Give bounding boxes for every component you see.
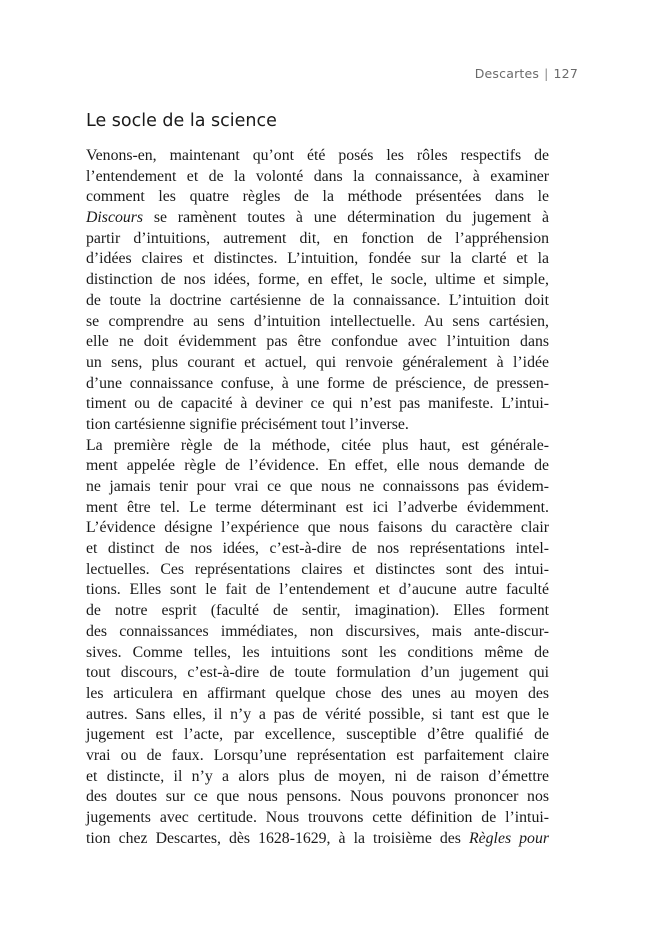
text-run: des doutes sur ce que nous pensons. Nous pouvons prononcer nos — [86, 788, 549, 806]
text-line — [86, 725, 549, 746]
text-line — [86, 622, 549, 643]
text-run: partir d’intuitions, autrement dit, en fonction de l’appréhension — [86, 229, 549, 247]
page-number: 127 — [553, 66, 578, 81]
italic-text: Discours — [86, 209, 144, 227]
text-run: L’évidence désigne l’expérience que nous faisons du caractère clair — [86, 519, 549, 537]
body-text — [86, 146, 549, 849]
text-run: les articulera en affirmant quelque chose des unes au moyen des — [86, 684, 549, 702]
text-line — [86, 187, 549, 208]
running-header — [475, 66, 578, 81]
text-line — [86, 146, 549, 167]
text-run: distinction de nos idées, forme, en effet, le socle, ultime et simple, — [86, 271, 549, 289]
text-line — [86, 394, 549, 415]
text-run: ment appelée règle de l’évidence. En effet, elle nous demande de — [86, 457, 549, 475]
text-line — [86, 498, 549, 519]
text-line — [86, 539, 549, 560]
section-title: Le socle de la science — [86, 111, 277, 131]
text-run: La première règle de la méthode, citée plus haut, est générale- — [86, 436, 549, 454]
text-line — [86, 808, 549, 829]
text-run: tout discours, c’est-à-dire de toute formulation d’un jugement qui — [86, 664, 549, 682]
text-run: tion chez Descartes, dès 1628-1629, à la troisième des — [86, 829, 469, 847]
running-header-separator: | — [544, 66, 549, 81]
text-line — [86, 746, 549, 767]
text-line — [86, 477, 549, 498]
text-run: elle ne doit évidemment pas être confondue avec l’intuition dans — [86, 333, 549, 351]
text-line — [86, 829, 549, 850]
running-header-author: Descartes — [474, 66, 540, 81]
text-line — [86, 580, 549, 601]
text-run: et distinct de nos idées, c’est-à-dire de nos représentations intel- — [86, 540, 549, 558]
text-run: autres. Sans elles, il n’y a pas de vérité possible, si tant est que le — [86, 705, 549, 723]
italic-text: Règles pour — [469, 829, 549, 847]
text-line — [86, 787, 549, 808]
text-run: se ramènent toutes à une détermination du jugement à — [143, 209, 549, 227]
text-run: de notre esprit (faculté de sentir, imagination). Elles forment — [86, 602, 549, 620]
text-run: comment les quatre règles de la méthode présentées dans le — [86, 188, 549, 206]
text-line — [86, 560, 549, 581]
text-run: ne jamais tenir pour vrai ce que nous ne connaissons pas évidem- — [86, 478, 549, 495]
text-run: et distincte, il n’y a alors plus de moyen, ni de raison d’émettre — [86, 767, 549, 785]
text-line — [86, 705, 549, 726]
text-line — [86, 270, 549, 291]
text-run: de toute la doctrine cartésienne de la connaissance. L’intuition doit — [86, 291, 549, 309]
text-line — [86, 415, 549, 436]
text-run: lectuelles. Ces représentations claires et distinctes sont des intui- — [86, 560, 549, 578]
text-line — [86, 601, 549, 622]
text-line — [86, 643, 549, 664]
text-line — [86, 456, 549, 477]
text-line — [86, 167, 549, 188]
text-run: timent ou de capacité à deviner ce qui n’est pas manifeste. L’intui- — [86, 395, 549, 413]
text-run: tion cartésienne signifie précisément tout l’inverse. — [86, 415, 409, 433]
text-line — [86, 436, 549, 457]
text-run: des connaissances immédiates, non discursives, mais ante-discur- — [86, 622, 549, 640]
text-line — [86, 249, 549, 270]
text-line — [86, 312, 549, 333]
text-run: jugements avec certitude. Nous trouvons cette définition de l’intui- — [86, 809, 549, 826]
text-run: se comprendre au sens d’intuition intellectuelle. Au sens cartésien, — [86, 312, 549, 330]
text-line — [86, 663, 549, 684]
text-line — [86, 208, 549, 229]
text-line — [86, 684, 549, 705]
text-line — [86, 229, 549, 250]
text-run: d’idées claires et distinctes. L’intuition, fondée sur la clarté et la — [86, 250, 549, 268]
text-line — [86, 518, 549, 539]
text-line — [86, 767, 549, 788]
text-line — [86, 291, 549, 312]
text-run: un sens, plus courant et actuel, qui renvoie généralement à l’idée — [86, 353, 549, 371]
text-run: sives. Comme telles, les intuitions sont les conditions même de — [86, 643, 549, 661]
text-run: ment être tel. Le terme déterminant est ici l’adverbe évidemment. — [86, 498, 549, 516]
text-run: tions. Elles sont le fait de l’entendement et d’aucune autre faculté — [86, 581, 549, 599]
text-run: vrai ou de faux. Lorsqu’une représentation est parfaitement claire — [86, 746, 549, 764]
paragraph — [86, 146, 549, 436]
text-line — [86, 374, 549, 395]
text-run: d’une connaissance confuse, à une forme de préscience, de pressen- — [86, 374, 549, 392]
text-line — [86, 332, 549, 353]
text-run: jugement est l’acte, par excellence, susceptible d’être qualifié de — [86, 726, 549, 744]
text-line — [86, 353, 549, 374]
text-run: l’entendement et de la volonté dans la connaissance, à examiner — [86, 167, 549, 185]
text-run: Venons-en, maintenant qu’ont été posés les rôles respectifs de — [86, 147, 549, 164]
paragraph — [86, 436, 549, 850]
